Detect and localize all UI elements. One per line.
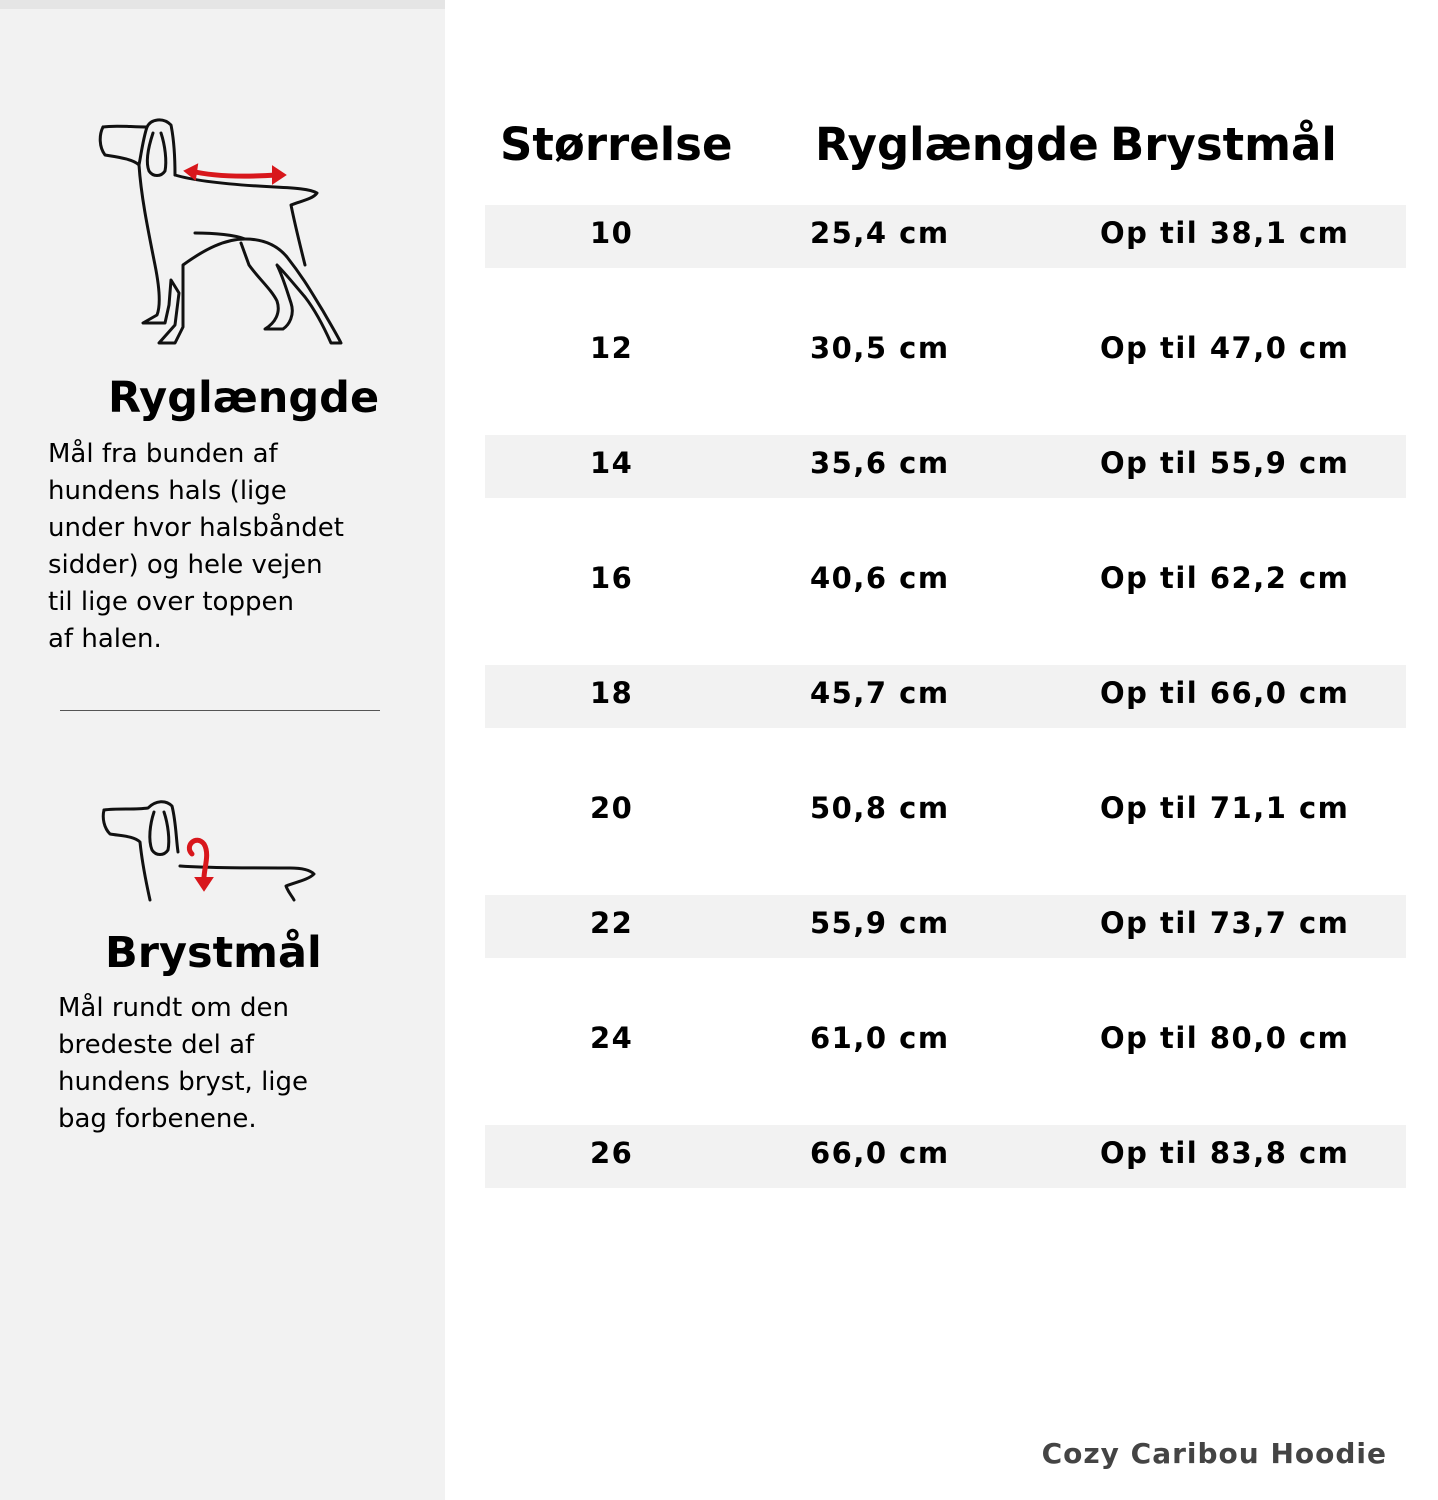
chest-cell: Op til 66,0 cm: [1100, 676, 1350, 710]
table-row: [485, 1010, 1406, 1125]
table-row: [485, 895, 1406, 1010]
back-length-description: Mål fra bunden af hundens hals (lige under hvor halsbåndet sidder) og hele vejen til lige over toppen af halen.: [48, 439, 344, 654]
column-header-chest: Brystmål: [1110, 118, 1337, 171]
back-length-cell: 55,9 cm: [810, 906, 950, 940]
chest-cell: Op til 62,2 cm: [1100, 561, 1350, 595]
panel-top-bar: [0, 0, 445, 9]
size-cell: 20: [590, 791, 634, 825]
back-length-cell: 30,5 cm: [810, 331, 950, 365]
size-cell: 12: [590, 331, 634, 365]
size-cell: 22: [590, 906, 634, 940]
chest-description: Mål rundt om den bredeste del af hundens bryst, lige bag forbenene.: [58, 993, 309, 1134]
measurement-guide-panel: [0, 0, 445, 1500]
back-length-cell: 66,0 cm: [810, 1136, 950, 1170]
column-header-size: Størrelse: [500, 118, 733, 171]
size-cell: 10: [590, 216, 634, 250]
table-row: [485, 780, 1406, 895]
table-row: [485, 550, 1406, 665]
chest-cell: Op til 83,8 cm: [1100, 1136, 1350, 1170]
dog-back-length-icon: [95, 115, 345, 350]
chest-cell: Op til 73,7 cm: [1100, 906, 1350, 940]
back-length-cell: 25,4 cm: [810, 216, 950, 250]
chest-cell: Op til 71,1 cm: [1100, 791, 1350, 825]
chest-title: Brystmål: [105, 928, 322, 978]
table-row: [485, 320, 1406, 435]
back-length-cell: 61,0 cm: [810, 1021, 950, 1055]
size-cell: 24: [590, 1021, 634, 1055]
chest-cell: Op til 80,0 cm: [1100, 1021, 1350, 1055]
table-row: [485, 1125, 1406, 1240]
table-row: [485, 665, 1406, 780]
column-header-back-length: Ryglængde: [815, 118, 1099, 171]
back-length-cell: 40,6 cm: [810, 561, 950, 595]
dog-chest-icon: [100, 798, 320, 902]
chest-cell: Op til 55,9 cm: [1100, 446, 1350, 480]
back-length-cell: 35,6 cm: [810, 446, 950, 480]
size-cell: 26: [590, 1136, 634, 1170]
section-divider: [60, 710, 380, 711]
table-row: [485, 205, 1406, 320]
product-name: Cozy Caribou Hoodie: [1041, 1437, 1387, 1470]
size-cell: 14: [590, 446, 634, 480]
chest-cell: Op til 47,0 cm: [1100, 331, 1350, 365]
size-cell: 16: [590, 561, 634, 595]
size-cell: 18: [590, 676, 634, 710]
size-table: [485, 205, 1406, 1240]
table-row: [485, 435, 1406, 550]
chest-cell: Op til 38,1 cm: [1100, 216, 1350, 250]
back-length-title: Ryglængde: [108, 373, 380, 423]
back-length-cell: 50,8 cm: [810, 791, 950, 825]
back-length-cell: 45,7 cm: [810, 676, 950, 710]
